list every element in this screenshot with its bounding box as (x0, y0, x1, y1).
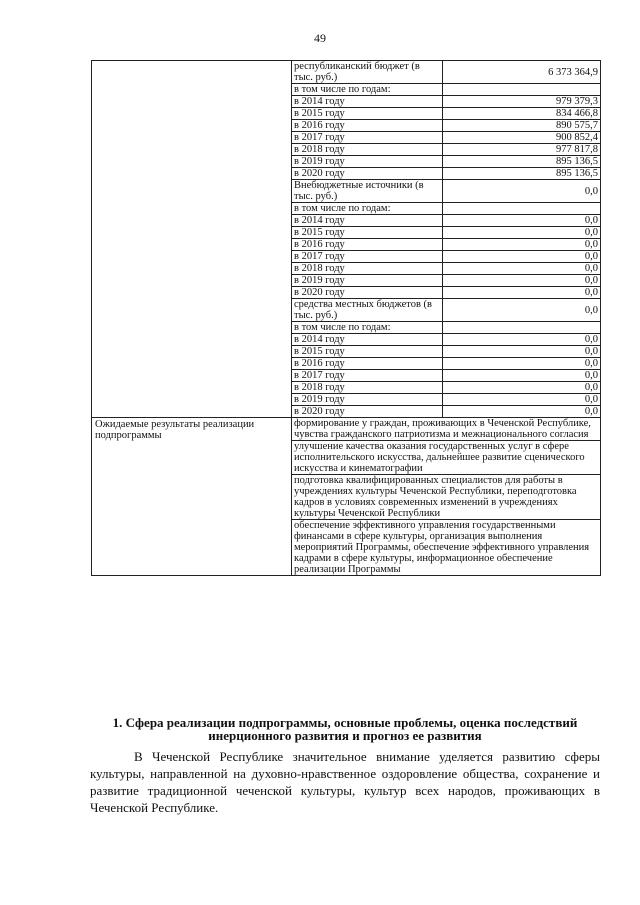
year-value: 977 817,8 (443, 144, 601, 156)
including-empty-value (443, 84, 601, 96)
year-value: 0,0 (443, 287, 601, 299)
year-value: 0,0 (443, 334, 601, 346)
including-label: в том числе по годам: (292, 84, 443, 96)
year-value: 0,0 (443, 227, 601, 239)
year-value: 895 136,5 (443, 156, 601, 168)
year-label: в 2020 году (292, 406, 443, 418)
year-value: 0,0 (443, 215, 601, 227)
year-value: 0,0 (443, 275, 601, 287)
expected-result-item: улучшение качества оказания государственных услуг в сфере исполнительского искусства, дальнейшее развитие сценического искусства и кинематографии (292, 441, 601, 475)
year-label: в 2016 году (292, 120, 443, 132)
including-label: в том числе по годам: (292, 322, 443, 334)
year-value: 834 466,8 (443, 108, 601, 120)
funding-group-title: средства местных бюджетов (в тыс. руб.) (292, 299, 443, 322)
year-label: в 2015 году (292, 227, 443, 239)
funding-group-total: 6 373 364,9 (443, 61, 601, 84)
expected-results-label: Ожидаемые результаты реализации подпрограммы (92, 418, 292, 576)
year-value: 900 852,4 (443, 132, 601, 144)
year-value: 0,0 (443, 251, 601, 263)
including-empty-value (443, 203, 601, 215)
year-value: 0,0 (443, 406, 601, 418)
funding-group-title: Внебюджетные источники (в тыс. руб.) (292, 180, 443, 203)
funding-group-header-row (92, 61, 601, 84)
empty-label-cell (92, 61, 292, 418)
year-label: в 2020 году (292, 168, 443, 180)
year-value: 0,0 (443, 239, 601, 251)
funding-table-body (92, 61, 601, 576)
year-label: в 2015 году (292, 346, 443, 358)
year-label: в 2015 году (292, 108, 443, 120)
year-value: 0,0 (443, 370, 601, 382)
expected-result-item: подготовка квалифицированных специалистов для работы в учреждениях культуры Чеченской Республики, переподготовка кадров в условиях современных изменений в учреждениях культуры Чеченской Республики (292, 475, 601, 520)
year-label: в 2016 году (292, 239, 443, 251)
year-label: в 2018 году (292, 263, 443, 275)
year-label: в 2014 году (292, 215, 443, 227)
page-number: 49 (314, 31, 326, 45)
expected-result-item: формирование у граждан, проживающих в Чеченской Республике, чувства гражданского патриотизма и межнационального согласия (292, 418, 601, 441)
including-label: в том числе по годам: (292, 203, 443, 215)
year-label: в 2018 году (292, 144, 443, 156)
year-label: в 2017 году (292, 251, 443, 263)
year-label: в 2019 году (292, 275, 443, 287)
year-label: в 2014 году (292, 334, 443, 346)
year-label: в 2017 году (292, 132, 443, 144)
year-label: в 2014 году (292, 96, 443, 108)
year-value: 979 379,3 (443, 96, 601, 108)
year-label: в 2016 году (292, 358, 443, 370)
funding-table (91, 60, 601, 576)
section-title: 1. Сфера реализации подпрограммы, основные проблемы, оценка последствий инерционного развития и прогноз ее развития (112, 715, 578, 743)
year-value: 0,0 (443, 346, 601, 358)
expected-result-item: обеспечение эффективного управления государственными финансами в сфере культуры, организация выполнения мероприятий Программы, обеспечение эффективного управления кадрами в сфере культуры, информационное обеспечение реализации Программы (292, 520, 601, 576)
year-value: 0,0 (443, 382, 601, 394)
funding-group-title: республиканский бюджет (в тыс. руб.) (292, 61, 443, 84)
year-label: в 2019 году (292, 394, 443, 406)
year-value: 0,0 (443, 358, 601, 370)
including-empty-value (443, 322, 601, 334)
section-paragraph: В Чеченской Республике значительное внимание уделяется развитию сферы культуры, направленной на духовно-нравственное оздоровление общества, сохранение и развитие традиционной чеченской культуры, культур всех народов, проживающих в Чеченской Республике. (90, 749, 600, 815)
year-label: в 2019 году (292, 156, 443, 168)
year-value: 0,0 (443, 394, 601, 406)
year-label: в 2018 году (292, 382, 443, 394)
expected-result-row (92, 418, 601, 441)
year-value: 895 136,5 (443, 168, 601, 180)
year-label: в 2017 году (292, 370, 443, 382)
year-value: 890 575,7 (443, 120, 601, 132)
year-value: 0,0 (443, 263, 601, 275)
funding-group-total: 0,0 (443, 180, 601, 203)
funding-group-total: 0,0 (443, 299, 601, 322)
year-label: в 2020 году (292, 287, 443, 299)
